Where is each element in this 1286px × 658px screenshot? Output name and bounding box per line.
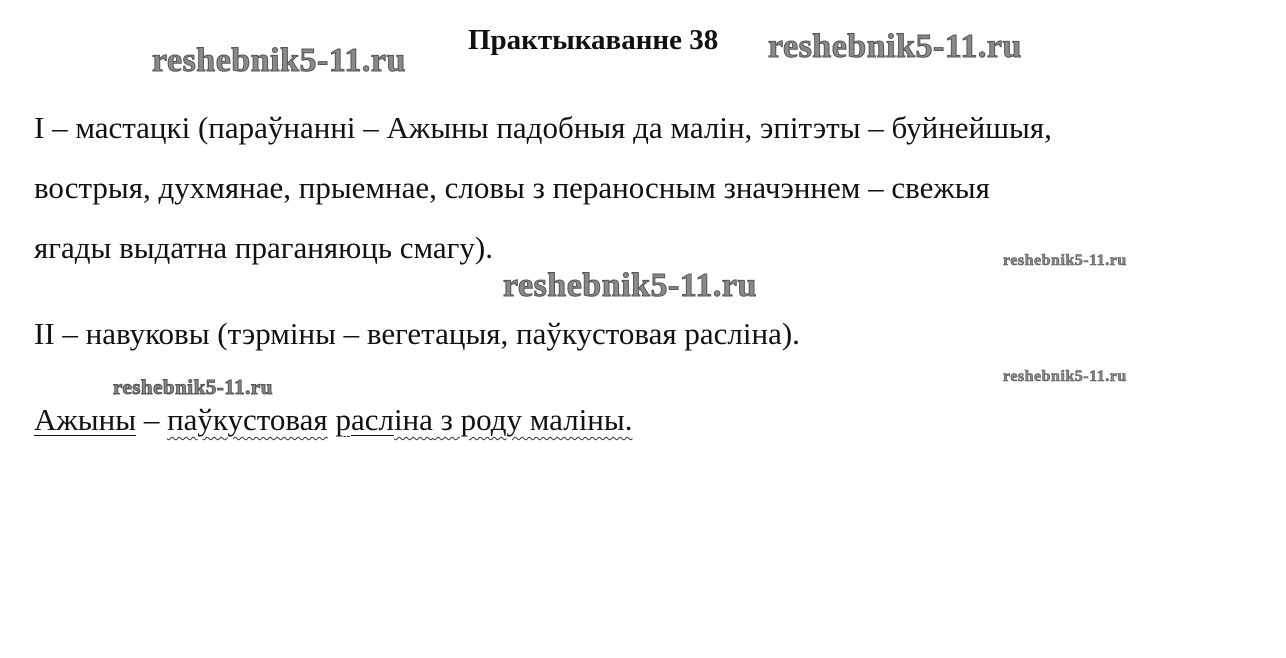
page-title: Практыкаванне 38 xyxy=(468,24,719,56)
attribute-phrase: з роду маліны. xyxy=(432,402,633,437)
sentence-analysis xyxy=(34,402,632,438)
watermark-logo: reshebnik5-11.ru xyxy=(113,375,273,399)
text-line: I – мастацкі (параўнанні – Ажыны падобныя да малін, эпітэты – буйнейшыя, xyxy=(34,110,1052,145)
word-part: р xyxy=(335,402,351,437)
watermark-logo: reshebnik5-11.ru xyxy=(503,267,757,304)
watermark-logo: reshebnik5-11.ru xyxy=(1003,252,1127,269)
watermark-logo: reshebnik5-11.ru xyxy=(1003,368,1127,385)
text-line: II – навуковы (тэрміны – вегетацыя, паўкустовая расліна). xyxy=(34,316,800,351)
subject-word: Ажыны xyxy=(34,402,137,437)
text-line: ягады выдатна праганяюць смагу). xyxy=(34,230,493,265)
word-part: іна xyxy=(393,402,433,437)
watermark-logo: reshebnik5-11.ru xyxy=(152,42,406,79)
word-part: асл xyxy=(350,402,394,437)
dash: – xyxy=(136,402,168,437)
watermark-logo: reshebnik5-11.ru xyxy=(768,28,1022,65)
text-line: вострыя, духмянае, прыемнае, словы з пераносным значэннем – свежыя xyxy=(34,170,990,205)
predicate-word: паўкустовая xyxy=(167,402,328,437)
